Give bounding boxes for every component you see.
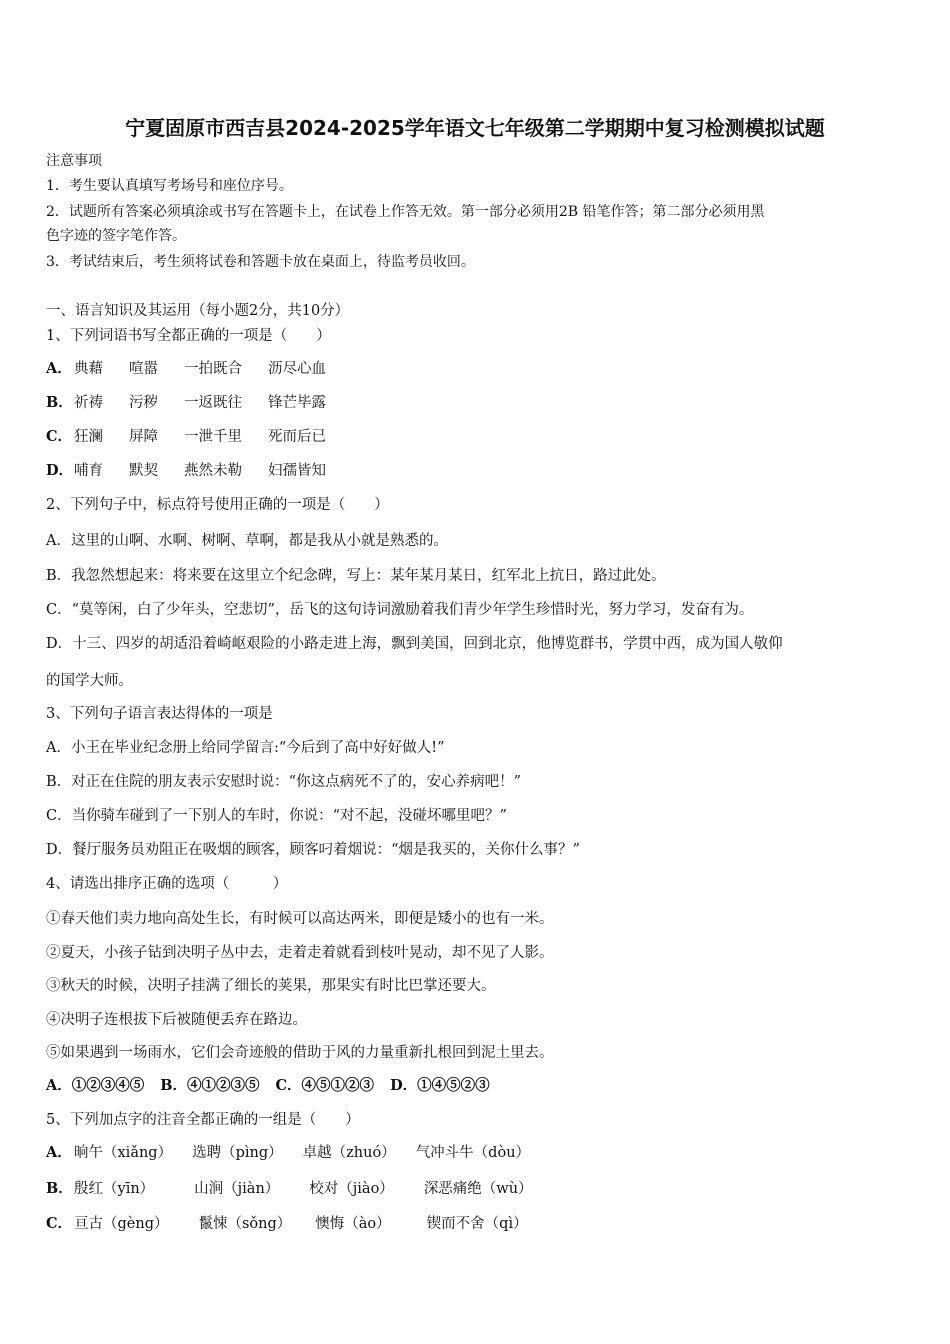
q5-option-b — [46, 1179, 559, 1199]
question-1-stem: 1、下列词语书写全都正确的一项是（ ） — [46, 328, 331, 344]
q4-option-d: D．①④⑤②③ — [390, 1077, 490, 1094]
option-letter: B． — [46, 1180, 73, 1197]
option-word: 气冲斗牛（dòu） — [415, 1145, 531, 1161]
q4-sentence-3: ③秋天的时候，决明子挂满了细长的荚果，那果实有时比巴掌还要大。 — [46, 978, 496, 994]
question-4-stem: 4、请选出排序正确的选项（ ） — [46, 876, 288, 892]
note-item: 3．考试结束后，考生须将试卷和答题卡放在桌面上，待监考员收回。 — [46, 254, 475, 270]
notes-heading: 注意事项 — [46, 153, 102, 169]
option-word: 祈祷 — [74, 395, 103, 411]
option-word: 狂澜 — [74, 429, 103, 445]
page-title: 宁夏固原市西吉县2024-2025学年语文七年级第二学期期中复习检测模拟试题 — [125, 116, 825, 140]
note-item: 1．考生要认真填写考场号和座位序号。 — [46, 178, 293, 194]
q1-option-a — [46, 359, 352, 379]
q1-option-d — [46, 461, 352, 481]
q3-option-c: C．当你骑车碰到了一下别人的车时，你说：“对不起，没碰坏哪里吧？” — [46, 808, 507, 824]
q4-option-c: C．④⑤①②③ — [275, 1077, 375, 1094]
option-word: 默契 — [129, 463, 158, 479]
q4-sentence-1: ①春天他们卖力地向高处生长，有时候可以高达两米，即便是矮小的也有一米。 — [46, 911, 554, 927]
option-word: 屏障 — [129, 429, 158, 445]
question-3-stem: 3、下列句子语言表达得体的一项是 — [46, 706, 273, 722]
option-word: 哺育 — [74, 463, 103, 479]
question-2-stem: 2、下列句子中，标点符号使用正确的一项是（ ） — [46, 497, 389, 513]
option-word: 妇孺皆知 — [268, 463, 326, 479]
option-letter: C． — [46, 428, 73, 445]
option-letter: B． — [46, 394, 73, 411]
option-word: 校对（jiào） — [309, 1181, 394, 1197]
option-word: 懊悔（ào） — [315, 1216, 391, 1232]
q5-option-a — [46, 1143, 556, 1163]
option-word: 一泄千里 — [184, 429, 242, 445]
option-word: 鬣悚（sǒng） — [198, 1216, 292, 1232]
question-5-stem: 5、下列加点字的注音全都正确的一组是（ ） — [46, 1112, 360, 1128]
q5-option-c — [46, 1214, 554, 1234]
option-word: 死而后已 — [268, 429, 326, 445]
q2-option-a: A．这里的山啊、水啊、树啊、草啊，都是我从小就是熟悉的。 — [46, 533, 448, 549]
note-item: 2．试题所有答案必须填涂或书写在答题卡上，在试卷上作答无效。第一部分必须用2B 铅笔作答；第二部分必须用黑 — [46, 204, 765, 220]
q4-options — [46, 1076, 490, 1096]
option-letter: C． — [46, 1215, 73, 1232]
option-word: 选聘（pìng） — [192, 1145, 283, 1161]
option-word: 山涧（jiàn） — [194, 1181, 280, 1197]
q4-sentence-4: ④决明子连根拔下后被随便丢弃在路边。 — [46, 1012, 307, 1028]
option-word: 典藉 — [74, 361, 103, 377]
option-word: 晌午（xiǎng） — [74, 1145, 173, 1161]
q3-option-d: D．餐厅服务员劝阻正在吸烟的顾客，顾客叼着烟说：“烟是我买的，关你什么事？” — [46, 842, 580, 858]
q2-option-d-continued: 的国学大师。 — [46, 673, 133, 689]
option-word: 喧嚣 — [129, 361, 158, 377]
option-word: 一拍既合 — [184, 361, 242, 377]
option-word: 锲而不舍（qì） — [426, 1216, 528, 1232]
option-letter: A． — [46, 360, 72, 377]
option-word: 锋芒毕露 — [268, 395, 326, 411]
option-word: 一返既往 — [184, 395, 242, 411]
section-heading: 一、语言知识及其运用（每小题2分，共10分） — [46, 303, 350, 319]
option-word: 殷红（yīn） — [74, 1181, 155, 1197]
q2-option-d: D．十三、四岁的胡适沿着崎岖艰险的小路走进上海，飘到美国，回到北京，他博览群书，学贯中西，成为国人敬仰 — [46, 636, 783, 652]
option-word: 燕然未勒 — [184, 463, 242, 479]
q4-sentence-2: ②夏天，小孩子钻到决明子丛中去，走着走着就看到枝叶晃动，却不见了人影。 — [46, 945, 554, 961]
q1-option-c — [46, 427, 352, 447]
q2-option-b: B．我忽然想起来：将来要在这里立个纪念碑，写上：某年某月某日，红军北上抗日，路过此处。 — [46, 568, 666, 584]
option-word: 深恶痛绝（wù） — [423, 1181, 533, 1197]
option-word: 沥尽心血 — [268, 361, 326, 377]
option-letter: D． — [46, 462, 74, 479]
q4-option-a: A．①②③④⑤ — [46, 1077, 145, 1094]
q3-option-a: A．小王在毕业纪念册上给同学留言:“今后到了高中好好做人!” — [46, 740, 445, 756]
option-word: 亘古（gèng） — [74, 1216, 169, 1232]
q4-option-b: B．④①②③⑤ — [160, 1077, 260, 1094]
option-word: 卓越（zhuó） — [302, 1145, 396, 1161]
option-word: 污秽 — [129, 395, 158, 411]
q1-option-b — [46, 393, 352, 413]
option-letter: A． — [46, 1144, 72, 1161]
q3-option-b: B．对正在住院的朋友表示安慰时说：“你这点病死不了的，安心养病吧！” — [46, 774, 521, 790]
q2-option-c: C．“莫等闲，白了少年头，空悲切”，岳飞的这句诗词激励着我们青少年学生珍惜时光，努力学习，发奋有为。 — [46, 602, 754, 618]
q4-sentence-5: ⑤如果遇到一场雨水，它们会奇迹般的借助于风的力量重新扎根回到泥土里去。 — [46, 1045, 554, 1061]
note-item: 色字迹的签字笔作答。 — [46, 228, 186, 244]
